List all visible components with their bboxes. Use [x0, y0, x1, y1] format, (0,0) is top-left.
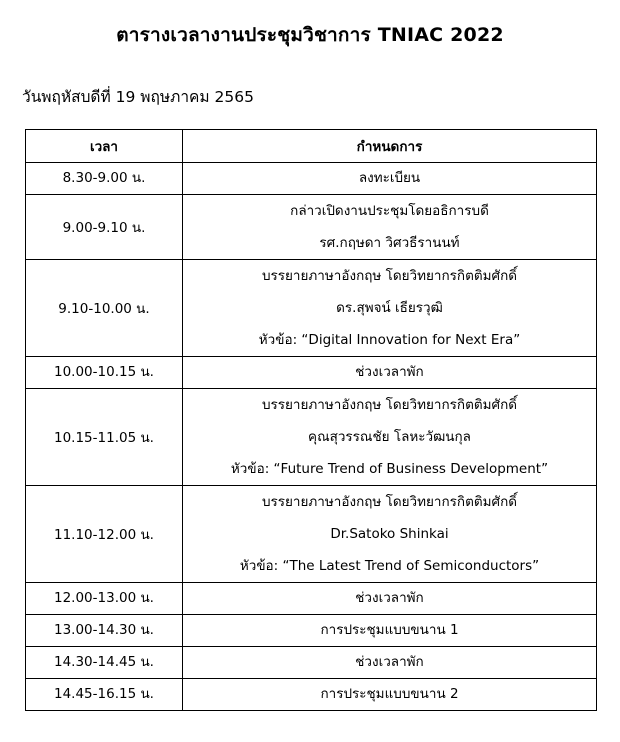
time-cell: 11.10-12.00 น.	[26, 486, 183, 583]
agenda-line: คุณสุวรรณชัย โลหะวัฒนกุล	[308, 429, 471, 445]
table-row	[26, 615, 597, 647]
time-cell: 8.30-9.00 น.	[26, 163, 183, 195]
table-row	[26, 647, 597, 679]
time-cell: 14.30-14.45 น.	[26, 647, 183, 679]
agenda-cell	[183, 195, 597, 260]
agenda-line: บรรยายภาษาอังกฤษ โดยวิทยากรกิตติมศักดิ์	[261, 397, 518, 413]
agenda-line: หัวข้อ: “Digital Innovation for Next Era”	[258, 332, 521, 348]
table-row	[26, 486, 597, 583]
agenda-line: Dr.Satoko Shinkai	[330, 526, 449, 542]
table-row	[26, 679, 597, 711]
agenda-line: บรรยายภาษาอังกฤษ โดยวิทยากรกิตติมศักดิ์	[261, 268, 518, 284]
agenda-cell: การประชุมแบบขนาน 1	[183, 615, 597, 647]
event-date: วันพฤหัสบดีที่ 19 พฤษภาคม 2565	[22, 88, 254, 106]
agenda-cell: ช่วงเวลาพัก	[183, 647, 597, 679]
agenda-cell: ช่วงเวลาพัก	[183, 357, 597, 389]
table-row	[26, 260, 597, 357]
agenda-line: ดร.สุพจน์ เธียรวุฒิ	[336, 300, 443, 316]
time-column-header: เวลา	[26, 130, 183, 163]
agenda-line: กล่าวเปิดงานประชุมโดยอธิการบดี	[290, 203, 489, 219]
agenda-line: หัวข้อ: “Future Trend of Business Development”	[230, 461, 549, 477]
table-row	[26, 195, 597, 260]
time-cell: 10.00-10.15 น.	[26, 357, 183, 389]
table-row	[26, 163, 597, 195]
table-row	[26, 583, 597, 615]
time-cell: 14.45-16.15 น.	[26, 679, 183, 711]
schedule-table	[25, 129, 597, 711]
time-cell: 13.00-14.30 น.	[26, 615, 183, 647]
agenda-cell	[183, 486, 597, 583]
time-cell: 9.10-10.00 น.	[26, 260, 183, 357]
agenda-cell: การประชุมแบบขนาน 2	[183, 679, 597, 711]
table-row	[26, 389, 597, 486]
agenda-cell	[183, 389, 597, 486]
table-header-row	[26, 130, 597, 163]
page-title: ตารางเวลางานประชุมวิชาการ TNIAC 2022	[116, 24, 504, 46]
time-cell: 9.00-9.10 น.	[26, 195, 183, 260]
time-cell: 12.00-13.00 น.	[26, 583, 183, 615]
agenda-cell: ลงทะเบียน	[183, 163, 597, 195]
table-row	[26, 357, 597, 389]
agenda-line: หัวข้อ: “The Latest Trend of Semiconductors”	[239, 558, 540, 574]
agenda-cell	[183, 260, 597, 357]
agenda-line: บรรยายภาษาอังกฤษ โดยวิทยากรกิตติมศักดิ์	[261, 494, 518, 510]
agenda-column-header: กำหนดการ	[183, 130, 597, 163]
agenda-line: รศ.กฤษดา วิศวธีรานนท์	[319, 235, 460, 251]
schedule-rows	[26, 163, 597, 711]
agenda-cell: ช่วงเวลาพัก	[183, 583, 597, 615]
time-cell: 10.15-11.05 น.	[26, 389, 183, 486]
